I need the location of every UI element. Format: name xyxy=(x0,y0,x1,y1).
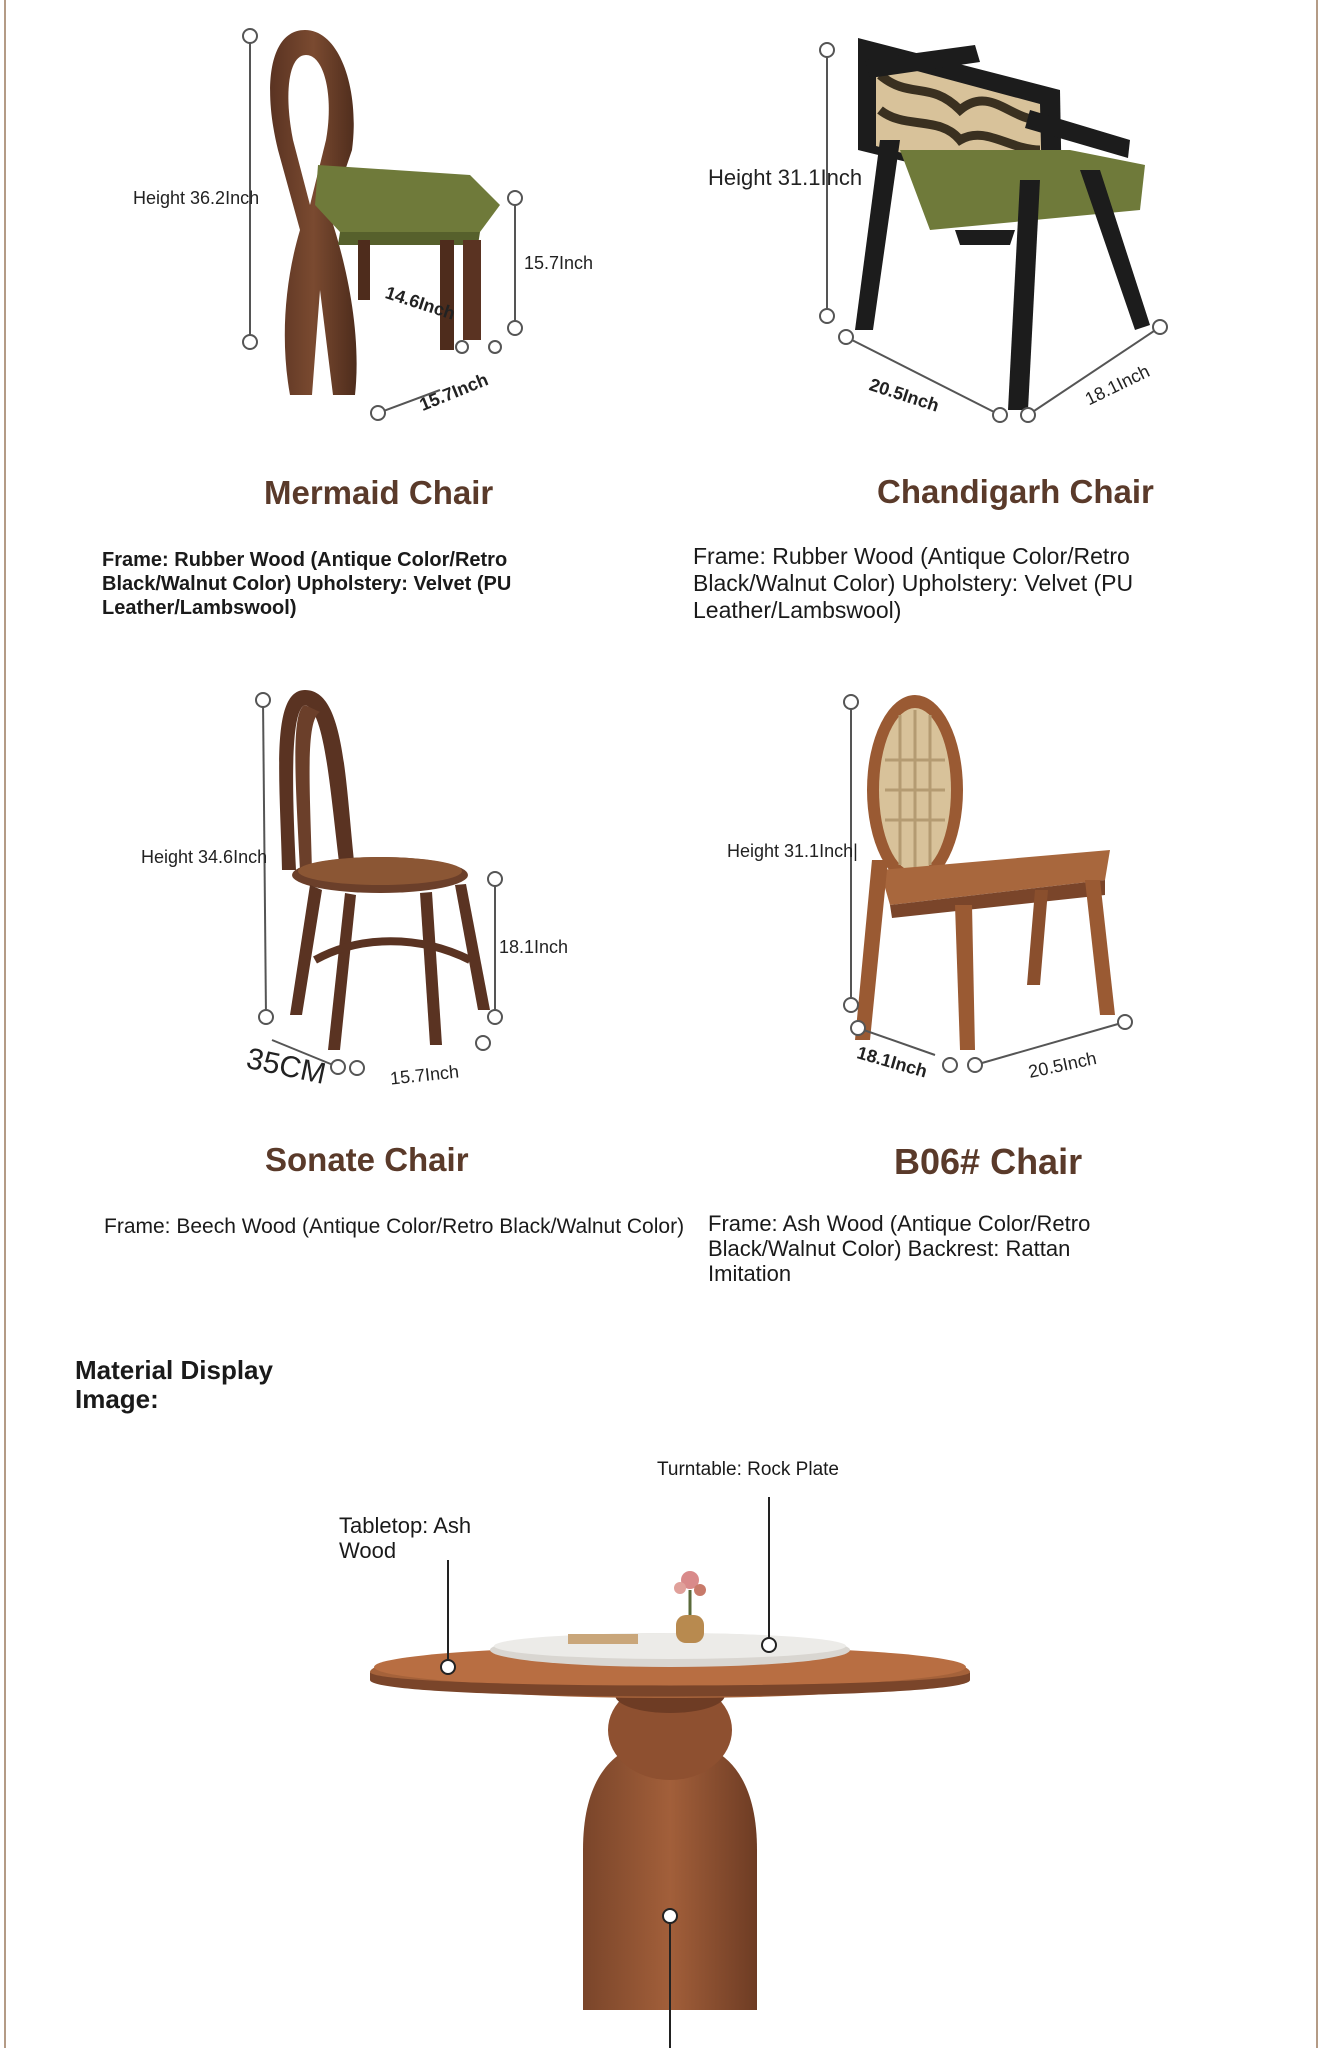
sonate-seat-height-label: 18.1Inch xyxy=(499,937,569,957)
mermaid-seat-height-label: 15.7Inch xyxy=(524,253,594,273)
mermaid-chair-desc: Frame: Rubber Wood (Antique Color/Retro Black/Walnut Color) Upholstery: Velvet (PU Leather/Lambswool) xyxy=(102,549,512,619)
material-section-title: Material Display Image: xyxy=(75,1355,273,1414)
sonate-cm-label: 35CM xyxy=(243,1042,329,1091)
sonate-chair-image xyxy=(256,690,502,1075)
b06-depth-label: 18.1Inch xyxy=(854,1042,930,1082)
chandigarh-chair-title: Chandigarh Chair xyxy=(877,473,1154,510)
chandigarh-depth-label: 18.1Inch xyxy=(1081,360,1153,410)
b06-chair-desc: Frame: Ash Wood (Antique Color/Retro Black/Walnut Color) Backrest: Rattan Imitation xyxy=(708,1211,1091,1286)
b06-width-label: 20.5Inch xyxy=(1026,1048,1099,1082)
round-table-image xyxy=(370,1497,970,2048)
mermaid-height-label: Height 36.2Inch xyxy=(133,188,260,208)
sonate-height-label: Height 34.6Inch xyxy=(141,847,268,867)
sonate-chair-title: Sonate Chair xyxy=(265,1141,469,1178)
mermaid-width-label: 15.7Inch xyxy=(416,369,491,415)
chandigarh-chair-desc: Frame: Rubber Wood (Antique Color/Retro Black/Walnut Color) Upholstery: Velvet (PU Leather/Lambswool) xyxy=(693,543,1134,623)
sonate-chair-desc: Frame: Beech Wood (Antique Color/Retro Black/Walnut Color) xyxy=(104,1215,685,1238)
b06-height-label: Height 31.1Inch| xyxy=(727,841,858,861)
chandigarh-chair-image xyxy=(820,38,1167,422)
mermaid-depth-label: 14.6Inch xyxy=(382,282,458,324)
chandigarh-height-label: Height 31.1Inch xyxy=(708,165,863,190)
b06-chair-title: B06# Chair xyxy=(894,1141,1083,1182)
turntable-callout: Turntable: Rock Plate xyxy=(657,1459,839,1480)
tabletop-callout: Tabletop: Ash Wood xyxy=(339,1513,472,1563)
sonate-width-label: 15.7Inch xyxy=(389,1061,460,1089)
mermaid-chair-title: Mermaid Chair xyxy=(264,474,494,511)
mermaid-chair-image xyxy=(243,29,522,420)
b06-chair-image xyxy=(844,695,1132,1072)
chandigarh-width-label: 20.5Inch xyxy=(866,374,942,416)
